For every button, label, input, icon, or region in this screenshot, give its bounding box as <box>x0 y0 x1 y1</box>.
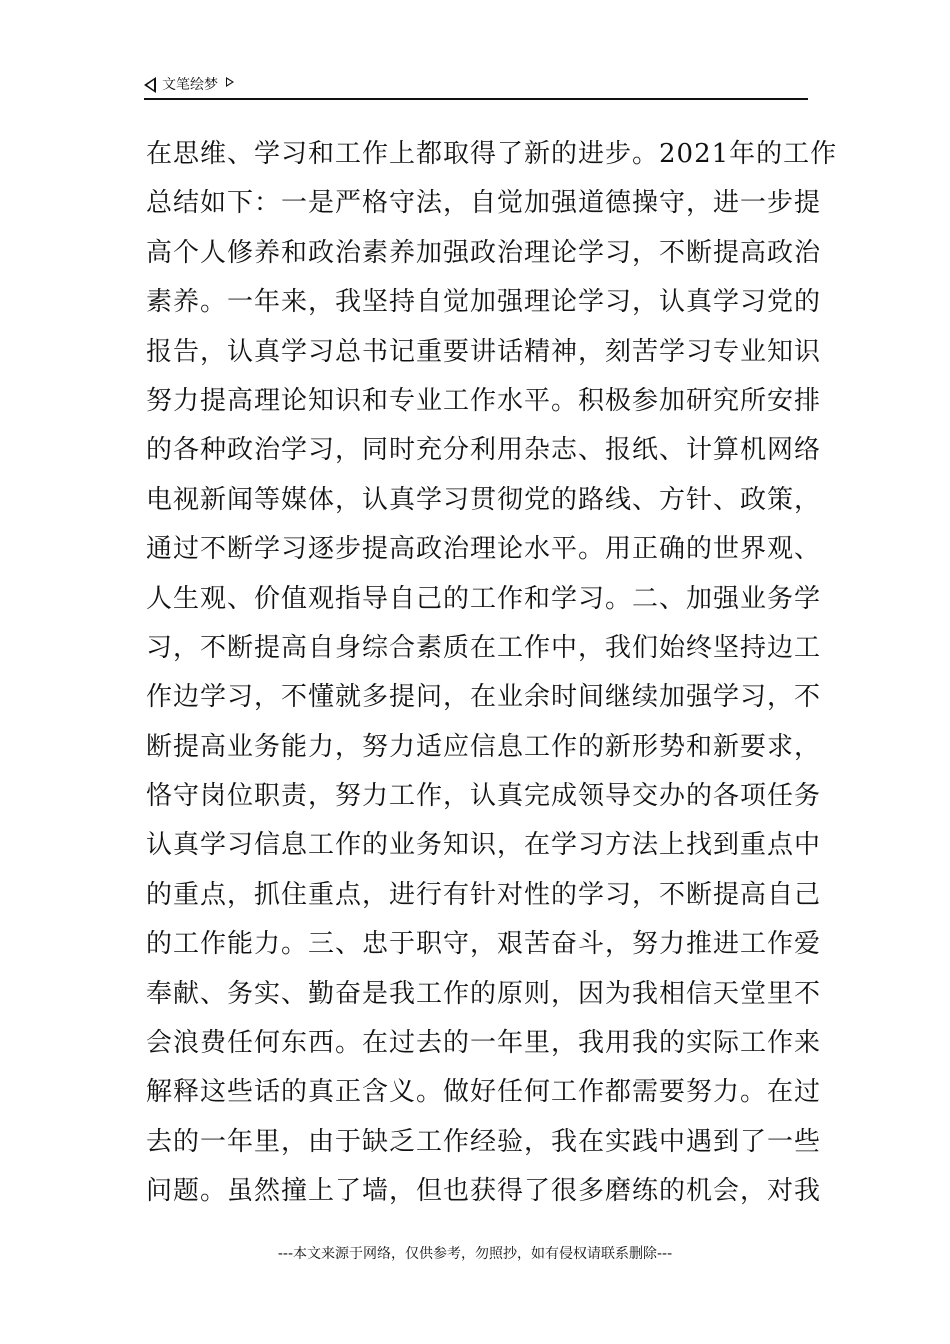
body-line: 认真学习信息工作的业务知识，在学习方法上找到重点中 <box>146 830 822 861</box>
body-line: 通过不断学习逐步提高政治理论水平。用正确的世界观、 <box>146 534 822 565</box>
body-line: 总结如下：一是严格守法，自觉加强道德操守，进一步提 <box>146 188 822 219</box>
body-line: 素养。一年来，我坚持自觉加强理论学习，认真学习党的 <box>146 287 822 318</box>
body-line: 解释这些话的真正含义。做好任何工作都需要努力。在过 <box>146 1077 822 1108</box>
body-line: 奉献、务实、勤奋是我工作的原则，因为我相信天堂里不 <box>146 978 822 1009</box>
page-header <box>144 72 808 100</box>
body-line: 断提高业务能力，努力适应信息工作的新形势和新要求， <box>146 731 822 762</box>
body-line: 习，不断提高自身综合素质在工作中，我们始终坚持边工 <box>146 632 822 663</box>
body-line: 的工作能力。三、忠于职守，艰苦奋斗，努力推进工作爱 <box>146 929 822 960</box>
triangle-left-icon <box>144 77 156 93</box>
body-line: 会浪费任何东西。在过去的一年里，我用我的实际工作来 <box>146 1028 822 1059</box>
body-line: 人生观、价值观指导自己的工作和学习。二、加强业务学 <box>146 583 822 614</box>
body-line: 的重点，抓住重点，进行有针对性的学习，不断提高自己 <box>146 879 822 910</box>
body-line: 电视新闻等媒体，认真学习贯彻党的路线、方针、政策， <box>146 484 822 515</box>
body-line: 去的一年里，由于缺乏工作经验，我在实践中遇到了一些 <box>146 1126 822 1157</box>
body-line: 作边学习，不懂就多提问，在业余时间继续加强学习，不 <box>146 682 822 713</box>
triangle-right-icon <box>226 77 234 87</box>
body-line: 问题。虽然撞上了墙，但也获得了很多磨练的机会，对我 <box>146 1176 822 1207</box>
body-line: 报告，认真学习总书记重要讲话精神，刻苦学习专业知识 <box>146 336 822 367</box>
document-body <box>146 130 838 1217</box>
footer-disclaimer: ---本文来源于网络，仅供参考，勿照抄，如有侵权请联系删除--- <box>277 1246 673 1262</box>
header-title: 文笔绘梦 <box>162 77 218 93</box>
body-line: 努力提高理论知识和专业工作水平。积极参加研究所安排 <box>146 385 822 416</box>
body-line: 在思维、学习和工作上都取得了新的进步。2021年的工作 <box>146 139 838 169</box>
body-line: 高个人修养和政治素养加强政治理论学习，不断提高政治 <box>146 237 822 268</box>
body-line: 恪守岗位职责，努力工作，认真完成领导交办的各项任务 <box>146 781 822 812</box>
body-line: 的各种政治学习，同时充分利用杂志、报纸、计算机网络 <box>146 435 822 466</box>
